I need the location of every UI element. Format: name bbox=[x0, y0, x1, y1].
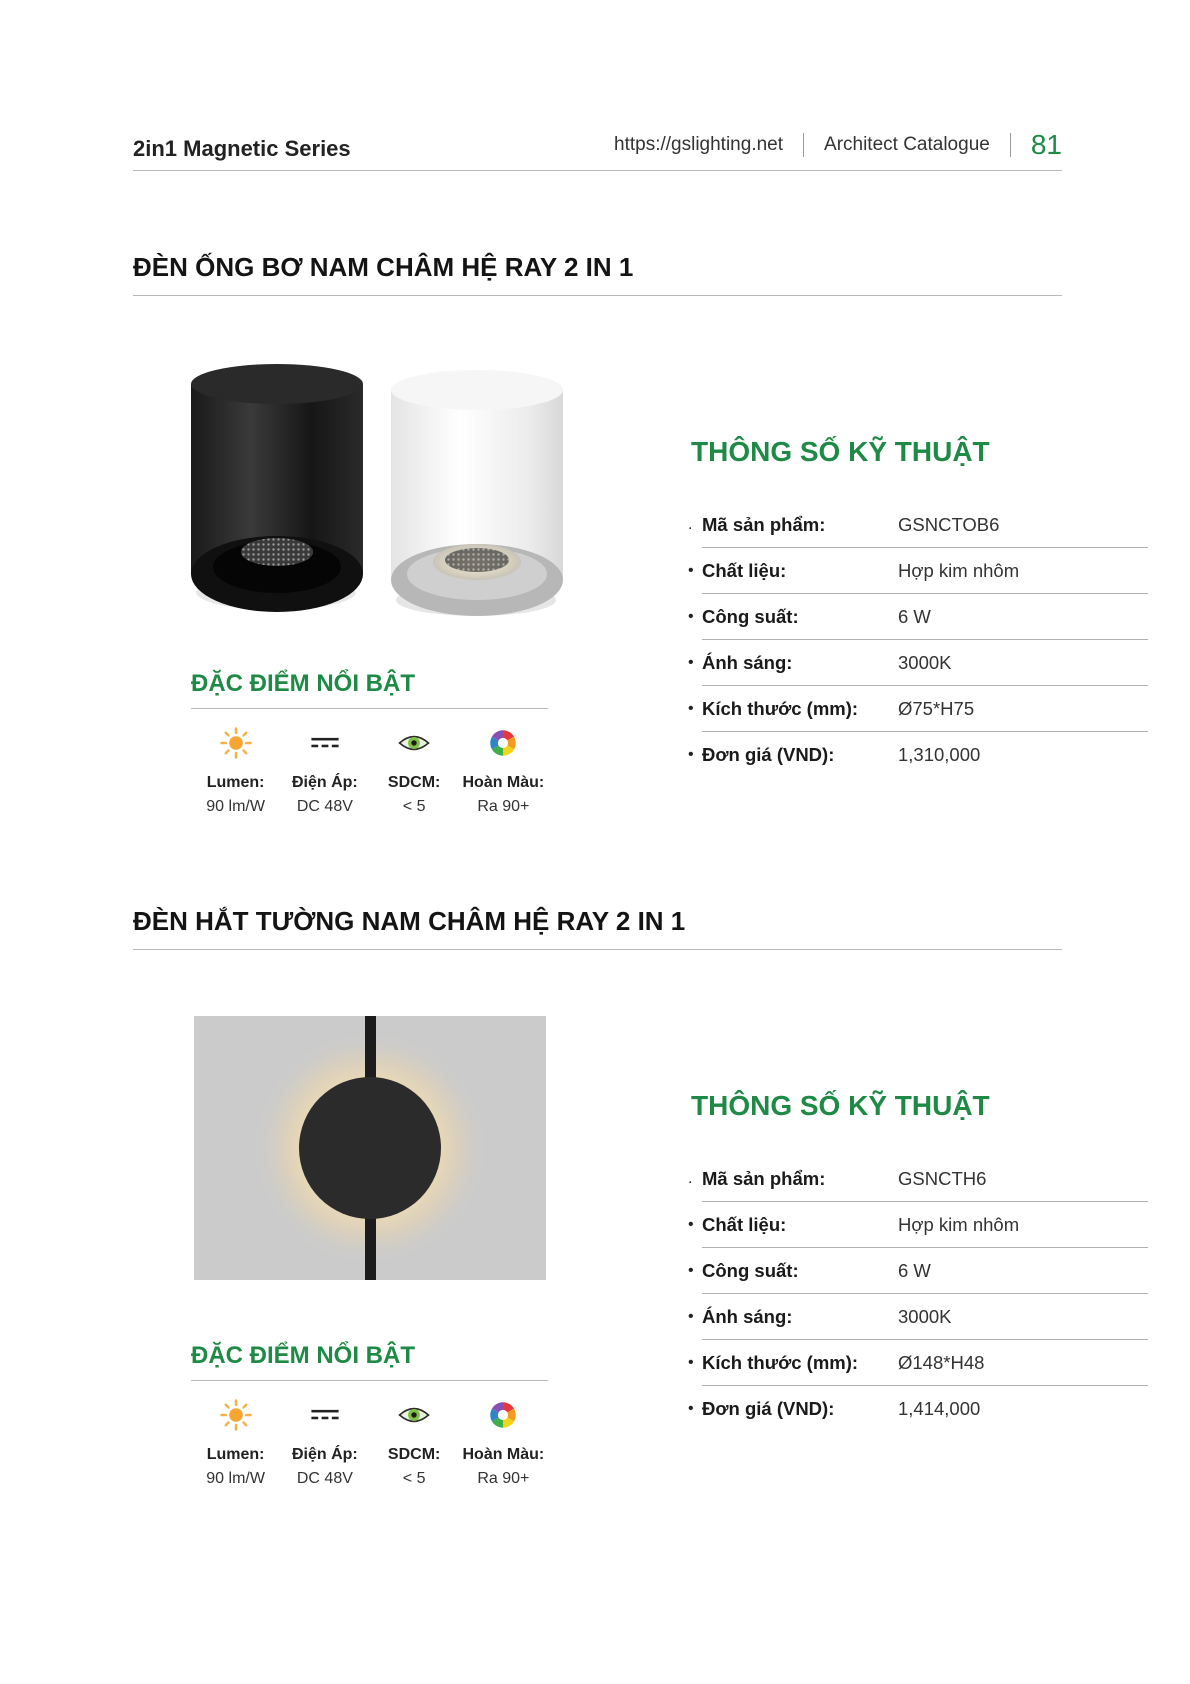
bullet: • bbox=[688, 1308, 694, 1325]
spec-label: Ánh sáng: bbox=[702, 652, 793, 673]
catalogue-name: Architect Catalogue bbox=[824, 134, 990, 155]
spec-table bbox=[688, 1156, 1158, 1432]
spec-value: Hợp kim nhôm bbox=[898, 560, 1020, 581]
feature-value: 90 lm/W bbox=[206, 1470, 265, 1487]
spec-table bbox=[688, 502, 1158, 778]
header-divider bbox=[1010, 133, 1011, 157]
spec-value: Hợp kim nhôm bbox=[898, 1214, 1020, 1235]
feature-label: Điện Áp: bbox=[291, 774, 358, 791]
features-row bbox=[191, 726, 548, 816]
feature-label: Hoàn Màu: bbox=[462, 1446, 545, 1463]
feature-label: SDCM: bbox=[387, 774, 441, 791]
feature-lumen bbox=[191, 1398, 280, 1488]
spec-label: Mã sản phẩm: bbox=[702, 1168, 826, 1189]
feature-sdcm bbox=[370, 1398, 459, 1488]
product-title: ĐÈN HẮT TƯỜNG NAM CHÂM HỆ RAY 2 IN 1 bbox=[133, 906, 1062, 950]
feature-label: SDCM: bbox=[387, 1446, 441, 1463]
feature-value: DC 48V bbox=[296, 1470, 353, 1487]
spec-value: 6 W bbox=[898, 606, 931, 627]
feature-label: Hoàn Màu: bbox=[462, 774, 545, 791]
bullet: • bbox=[688, 654, 694, 671]
feature-cri bbox=[459, 1398, 548, 1488]
spec-row bbox=[688, 548, 1158, 594]
spec-label: Chất liệu: bbox=[702, 1214, 787, 1235]
feature-label: Điện Áp: bbox=[291, 1446, 358, 1463]
spec-row bbox=[688, 732, 1158, 778]
bullet: • bbox=[688, 746, 694, 763]
spec-value: Ø75*H75 bbox=[898, 698, 975, 719]
spec-row bbox=[688, 1340, 1158, 1386]
bullet: . bbox=[688, 516, 693, 533]
feature-value: Ra 90+ bbox=[477, 798, 530, 815]
bullet: • bbox=[688, 608, 694, 625]
feature-voltage bbox=[280, 1398, 369, 1488]
bullet: • bbox=[688, 1354, 694, 1371]
spec-label: Công suất: bbox=[702, 606, 799, 627]
feature-lumen bbox=[191, 726, 280, 816]
spec-row bbox=[688, 1156, 1158, 1202]
feature-value: < 5 bbox=[402, 798, 426, 815]
bullet: • bbox=[688, 1216, 694, 1233]
spec-row bbox=[688, 1386, 1158, 1432]
color-wheel-icon bbox=[486, 1398, 520, 1432]
spec-value: 3000K bbox=[898, 1306, 952, 1327]
spec-row bbox=[688, 594, 1158, 640]
bullet: • bbox=[688, 1400, 694, 1417]
spec-label: Ánh sáng: bbox=[702, 1306, 793, 1327]
page-number: 81 bbox=[1030, 129, 1062, 160]
spec-row bbox=[688, 686, 1158, 732]
bullet: . bbox=[688, 1170, 693, 1187]
spec-label: Chất liệu: bbox=[702, 560, 787, 581]
spec-title: THÔNG SỐ KỸ THUẬT bbox=[691, 436, 990, 467]
product-photo-wall-light bbox=[194, 1016, 546, 1280]
feature-value: Ra 90+ bbox=[477, 1470, 530, 1487]
product-section-1 bbox=[133, 252, 1062, 815]
spec-label: Kích thước (mm): bbox=[702, 698, 859, 719]
feature-cri bbox=[459, 726, 548, 816]
feature-value: 90 lm/W bbox=[206, 798, 265, 815]
header-divider bbox=[803, 133, 804, 157]
feature-voltage bbox=[280, 726, 369, 816]
sun-icon bbox=[219, 1398, 253, 1432]
spec-label: Đơn giá (VND): bbox=[702, 744, 835, 765]
features-title: ĐẶC ĐIỂM NỔI BẬT bbox=[191, 1342, 548, 1381]
spec-title: THÔNG SỐ KỸ THUẬT bbox=[691, 1090, 990, 1121]
features-row bbox=[191, 1398, 548, 1488]
spec-value: 1,310,000 bbox=[898, 744, 981, 765]
feature-sdcm bbox=[370, 726, 459, 816]
bullet: • bbox=[688, 562, 694, 579]
spec-value: GSNCTH6 bbox=[898, 1168, 987, 1189]
product-title: ĐÈN ỐNG BƠ NAM CHÂM HỆ RAY 2 IN 1 bbox=[133, 252, 1062, 296]
spec-value: 6 W bbox=[898, 1260, 931, 1281]
spec-row bbox=[688, 1294, 1158, 1340]
spec-label: Đơn giá (VND): bbox=[702, 1398, 835, 1419]
spec-label: Mã sản phẩm: bbox=[702, 514, 826, 535]
spec-label: Kích thước (mm): bbox=[702, 1352, 859, 1373]
feature-value: DC 48V bbox=[296, 798, 353, 815]
spec-value: 1,414,000 bbox=[898, 1398, 981, 1419]
website-link[interactable]: https://gslighting.net bbox=[614, 134, 784, 155]
feature-label: Lumen: bbox=[206, 774, 265, 791]
color-wheel-icon bbox=[486, 726, 520, 760]
bullet: • bbox=[688, 700, 694, 717]
spec-row bbox=[688, 1248, 1158, 1294]
features-title: ĐẶC ĐIỂM NỔI BẬT bbox=[191, 670, 548, 709]
spec-label: Công suất: bbox=[702, 1260, 799, 1281]
sun-icon bbox=[219, 726, 253, 760]
dc-voltage-icon bbox=[308, 1398, 342, 1432]
spec-value: GSNCTOB6 bbox=[898, 514, 1000, 535]
spec-value: 3000K bbox=[898, 652, 952, 673]
feature-value: < 5 bbox=[402, 1470, 426, 1487]
bullet: • bbox=[688, 1262, 694, 1279]
eye-icon bbox=[397, 726, 431, 760]
spec-value: Ø148*H48 bbox=[898, 1352, 985, 1373]
feature-label: Lumen: bbox=[206, 1446, 265, 1463]
product-photo-downlight bbox=[181, 362, 571, 622]
spec-row bbox=[688, 502, 1158, 548]
series-name: 2in1 Magnetic Series bbox=[133, 136, 351, 161]
product-section-2 bbox=[133, 906, 1062, 1506]
header-right bbox=[614, 128, 1062, 162]
spec-row bbox=[688, 640, 1158, 686]
dc-voltage-icon bbox=[308, 726, 342, 760]
page-header bbox=[133, 128, 1062, 171]
spec-row bbox=[688, 1202, 1158, 1248]
eye-icon bbox=[397, 1398, 431, 1432]
